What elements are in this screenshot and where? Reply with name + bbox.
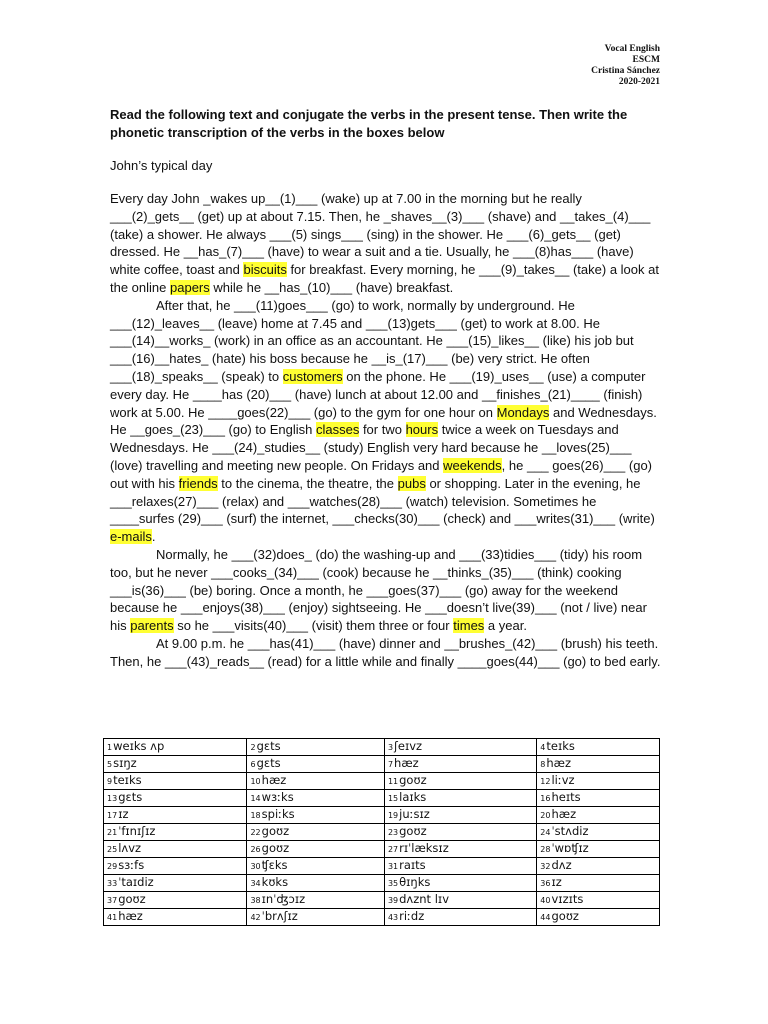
phonetic-transcription: liːvz [551, 773, 575, 787]
table-row [104, 739, 660, 756]
cell-number: 20 [540, 811, 551, 820]
highlighted-word: weekends [443, 457, 502, 473]
phonetic-transcription: wɜːks [261, 790, 294, 804]
table-row [104, 892, 660, 909]
phonetic-cell [537, 824, 660, 841]
story-text-segment: or shopping. Later in the evening, he ___relaxes(27)___ (relax) and ___watches(28)___ (watch) television. Sometimes he ____surfes (29)___ (surf) the internet, ___checks(30)___ (check) and ___writes(31)___ (write) [110, 475, 655, 527]
phonetic-cell [104, 807, 247, 824]
cell-number: 5 [107, 760, 113, 769]
teacher-name: Cristina Sánchez [591, 66, 660, 76]
phonetic-transcription: goʊz [551, 909, 579, 923]
phonetic-transcription: goʊz [399, 773, 427, 787]
phonetic-transcription: hæz [118, 909, 143, 923]
phonetic-transcription: θɪŋks [399, 875, 431, 889]
phonetic-cell [247, 841, 384, 858]
phonetic-cell [104, 875, 247, 892]
story-paragraph [110, 635, 662, 671]
cell-number: 44 [540, 913, 551, 922]
highlighted-word: times [453, 618, 485, 634]
phonetic-cell [384, 841, 536, 858]
phonetic-table [103, 738, 660, 926]
highlighted-word: classes [315, 422, 360, 438]
story-text-segment: After that, he ___(11)goes___ (go) to work, normally by underground. He ___(12)_leaves__ (leave) home at 7.45 and ___(13)gets___ (get) to work at 8.00. He ___(14)__works_ (work) in an office as an accountant. He ___(15)_likes__ (like) his job but ___(16)__hates_ (hate) his boss because he __is_(17)___ (be) very strict. He often ___(18)_speaks__ (speak) to [110, 297, 634, 384]
phonetic-cell [247, 807, 384, 824]
phonetic-cell [537, 807, 660, 824]
cell-number: 4 [540, 743, 546, 752]
phonetic-transcription: ˈbrʌʃɪz [261, 909, 298, 923]
document-header [591, 44, 660, 88]
phonetic-cell [384, 807, 536, 824]
phonetic-transcription: goʊz [399, 824, 427, 838]
phonetic-transcription: weɪks ʌp [113, 739, 165, 753]
phonetic-transcription: spiːks [261, 807, 295, 821]
cell-number: 42 [250, 913, 261, 922]
phonetic-transcription: gɛts [256, 756, 281, 770]
phonetic-transcription: dʌz [551, 858, 572, 872]
phonetic-cell [104, 739, 247, 756]
story-text [110, 190, 662, 671]
phonetic-transcription: ʃeɪvz [394, 739, 423, 753]
phonetic-transcription: ˈfɪnɪʃɪz [118, 824, 156, 838]
story-text-segment: while he __has_(10)___ (have) breakfast. [209, 279, 454, 295]
cell-number: 30 [250, 862, 261, 871]
phonetic-cell [384, 756, 536, 773]
story-text-segment: and Wednesdays. He __goes_(23)___ (go) to English [110, 404, 657, 438]
phonetic-transcription: ʧɛks [261, 858, 288, 872]
phonetic-transcription: goʊz [261, 841, 290, 855]
table-row [104, 773, 660, 790]
table-row [104, 807, 660, 824]
cell-number: 14 [250, 794, 261, 803]
story-paragraph [110, 297, 662, 546]
phonetic-transcription: ɪz [551, 875, 562, 889]
phonetic-transcription: rɪˈlæksɪz [399, 841, 449, 855]
cell-number: 41 [107, 913, 118, 922]
highlighted-word: papers [170, 279, 210, 295]
phonetic-cell [104, 858, 247, 875]
phonetic-transcription: raɪts [399, 858, 426, 872]
story-text-segment: to the cinema, the theatre, the [217, 475, 398, 491]
story-text-segment: . [151, 529, 156, 545]
cell-number: 3 [387, 743, 394, 752]
table-row [104, 841, 660, 858]
cell-number: 15 [387, 794, 399, 803]
phonetic-transcription: hæz [551, 807, 577, 821]
phonetic-transcription: vɪzɪts [551, 892, 584, 906]
phonetic-transcription: ˈtaɪdiz [118, 875, 154, 889]
phonetic-cell [537, 773, 660, 790]
story-text-segment: Every day John _wakes up__(1)___ (wake) up at 7.00 in the morning but he really ___(2)_gets__ (get) up at about 7.15. Then, he _shaves__(3)___ (shave) and __takes_(4)___ (take) a shower. He always ___(5) sings___ (sing) in the shower. He ___(6)_gets__ (get) dressed. He __has_(7)___ (have) to wear a suit and a tie. Usually, he ___(8)has___ (have) white coffee, toast and [110, 191, 651, 278]
phonetic-transcription: riːdz [399, 909, 425, 923]
phonetic-transcription: sɜːfs [118, 858, 145, 872]
cell-number: 17 [107, 811, 118, 820]
cell-number: 33 [107, 879, 118, 888]
cell-number: 7 [387, 760, 394, 769]
table-row [104, 875, 660, 892]
cell-number: 39 [387, 896, 399, 905]
phonetic-cell [104, 892, 247, 909]
phonetic-transcription: sɪŋz [113, 756, 137, 770]
phonetic-cell [247, 892, 384, 909]
phonetic-cell [247, 773, 384, 790]
cell-number: 36 [540, 879, 551, 888]
phonetic-cell [247, 909, 384, 926]
phonetic-transcription: gɛts [256, 739, 281, 753]
cell-number: 16 [540, 794, 551, 803]
phonetic-cell [104, 841, 247, 858]
phonetic-cell [104, 909, 247, 926]
story-text-segment: twice a week on Tuesdays and Wednesdays. He ___(24)_studies__ (study) English very hard because he __loves(25)___ (love) travelling and meeting new people. On Fridays and [110, 422, 632, 473]
story-text-segment: on the phone. He ___(19)_uses__ (use) a computer every day. He ____has (20)___ (have) lunch at about 12.00 and __finishes_(21)____ (finish) work at 5.00. He ____goes(22)___ (go) to the gym for one hour on [110, 368, 646, 420]
cell-number: 12 [540, 777, 551, 786]
phonetic-transcription: teɪks [546, 739, 575, 753]
cell-number: 10 [250, 777, 261, 786]
cell-number: 24 [540, 828, 551, 837]
story-paragraph [110, 546, 662, 635]
story-text-segment: Normally, he ___(32)does_ (do) the washing-up and ___(33)tidies___ (tidy) his room too, but he never ___cooks_(34)___ (cook) because he __thinks_(35)___ (think) cooking ___is(36)___ (be) boring. Once a month, he ___goes(37)___ (go) away for the weekend because he ___enjoys(38)___ (enjoy) sightseeing. He ___doesn’t live(39)___ (not / live) near his [110, 546, 647, 634]
cell-number: 32 [540, 862, 551, 871]
phonetic-cell [247, 824, 384, 841]
phonetic-cell [384, 739, 536, 756]
cell-number: 13 [107, 794, 118, 803]
cell-number: 6 [250, 760, 256, 769]
phonetic-cell [537, 858, 660, 875]
phonetic-cell [247, 858, 384, 875]
phonetic-cell [384, 773, 536, 790]
phonetic-cell [104, 756, 247, 773]
phonetic-cell [384, 824, 536, 841]
cell-number: 26 [250, 845, 261, 854]
phonetic-transcription: dʌznt lɪv [399, 892, 449, 906]
cell-number: 9 [107, 777, 113, 786]
phonetic-cell [537, 841, 660, 858]
phonetic-transcription: gɛts [118, 790, 143, 804]
story-text-segment: , he ___ goes(26)___ (go) out with his [110, 457, 652, 491]
story-text-segment: for two [359, 422, 406, 438]
phonetic-cell [537, 756, 660, 773]
phonetic-transcription: ˈwɒʧɪz [551, 841, 589, 855]
phonetic-cell [537, 790, 660, 807]
cell-number: 22 [250, 828, 261, 837]
phonetic-cell [247, 875, 384, 892]
highlighted-word: parents [130, 618, 174, 634]
phonetic-cell [104, 790, 247, 807]
school-name: ESCM [632, 55, 660, 65]
phonetic-transcription: ɪz [118, 807, 129, 821]
phonetic-transcription: laɪks [399, 790, 427, 804]
phonetic-cell [384, 858, 536, 875]
phonetic-transcription: ˈstʌdiz [551, 824, 589, 838]
highlighted-word: Mondays [496, 404, 550, 420]
cell-number: 27 [387, 845, 399, 854]
cell-number: 35 [387, 879, 399, 888]
phonetic-transcription: kʊks [261, 875, 289, 889]
table-row [104, 909, 660, 926]
cell-number: 1 [107, 743, 113, 752]
table-row [104, 858, 660, 875]
cell-number: 21 [107, 828, 118, 837]
highlighted-word: biscuits [243, 262, 287, 278]
cell-number: 40 [540, 896, 551, 905]
cell-number: 18 [250, 811, 261, 820]
phonetic-cell [384, 892, 536, 909]
phonetic-transcription: ɪnˈʤɔɪz [261, 892, 306, 906]
phonetic-transcription: juːsɪz [399, 807, 430, 821]
cell-number: 29 [107, 862, 118, 871]
academic-year: 2020-2021 [618, 77, 660, 87]
cell-number: 19 [387, 811, 399, 820]
table-row [104, 756, 660, 773]
phonetic-cell [537, 739, 660, 756]
exercise-instructions: Read the following text and conjugate the verbs in the present tense. Then write the phonetic transcription of the verbs in the boxes below [110, 107, 628, 140]
phonetic-transcription: goʊz [261, 824, 290, 838]
phonetic-cell [104, 773, 247, 790]
phonetic-cell [537, 909, 660, 926]
cell-number: 8 [540, 760, 546, 769]
cell-number: 43 [387, 913, 399, 922]
cell-number: 31 [387, 862, 399, 871]
phonetic-cell [104, 824, 247, 841]
phonetic-transcription: teɪks [113, 773, 142, 787]
cell-number: 38 [250, 896, 261, 905]
phonetic-transcription: heɪts [551, 790, 581, 804]
story-title: John’s typical day [110, 158, 213, 173]
story-text-segment: a year. [484, 618, 527, 634]
table-row [104, 790, 660, 807]
story-text-segment: for breakfast. Every morning, he ___(9)_takes__ (take) a look at the online [110, 262, 659, 295]
phonetic-transcription: hæz [394, 756, 419, 770]
phonetic-transcription: lʌvz [118, 841, 142, 855]
cell-number: 11 [387, 777, 399, 786]
cell-number: 25 [107, 845, 118, 854]
phonetic-cell [384, 909, 536, 926]
highlighted-word: customers [282, 368, 343, 384]
phonetic-cell [247, 756, 384, 773]
course-name: Vocal English [604, 44, 660, 54]
highlighted-word: pubs [397, 475, 426, 491]
cell-number: 28 [540, 845, 551, 854]
phonetic-cell [384, 875, 536, 892]
story-text-segment: so he ___visits(40)___ (visit) them three or four [173, 618, 454, 634]
story-paragraph [110, 190, 662, 297]
phonetic-transcription: hæz [261, 773, 287, 787]
phonetic-cell [247, 790, 384, 807]
phonetic-cell [537, 892, 660, 909]
highlighted-word: hours [405, 422, 439, 438]
phonetic-transcription: goʊz [118, 892, 146, 906]
cell-number: 34 [250, 879, 261, 888]
highlighted-word: friends [178, 475, 218, 491]
table-row [104, 824, 660, 841]
phonetic-cell [247, 739, 384, 756]
phonetic-transcription: hæz [546, 756, 572, 770]
phonetic-cell [537, 875, 660, 892]
phonetic-cell [384, 790, 536, 807]
cell-number: 37 [107, 896, 118, 905]
cell-number: 23 [387, 828, 399, 837]
highlighted-word: e-mails [110, 529, 152, 545]
cell-number: 2 [250, 743, 256, 752]
story-text-segment: At 9.00 p.m. he ___has(41)___ (have) dinner and __brushes_(42)___ (brush) his teeth. Then, he ___(43)_reads__ (read) for a little while and finally ____goes(44)___ (go) to bed early. [110, 635, 661, 669]
